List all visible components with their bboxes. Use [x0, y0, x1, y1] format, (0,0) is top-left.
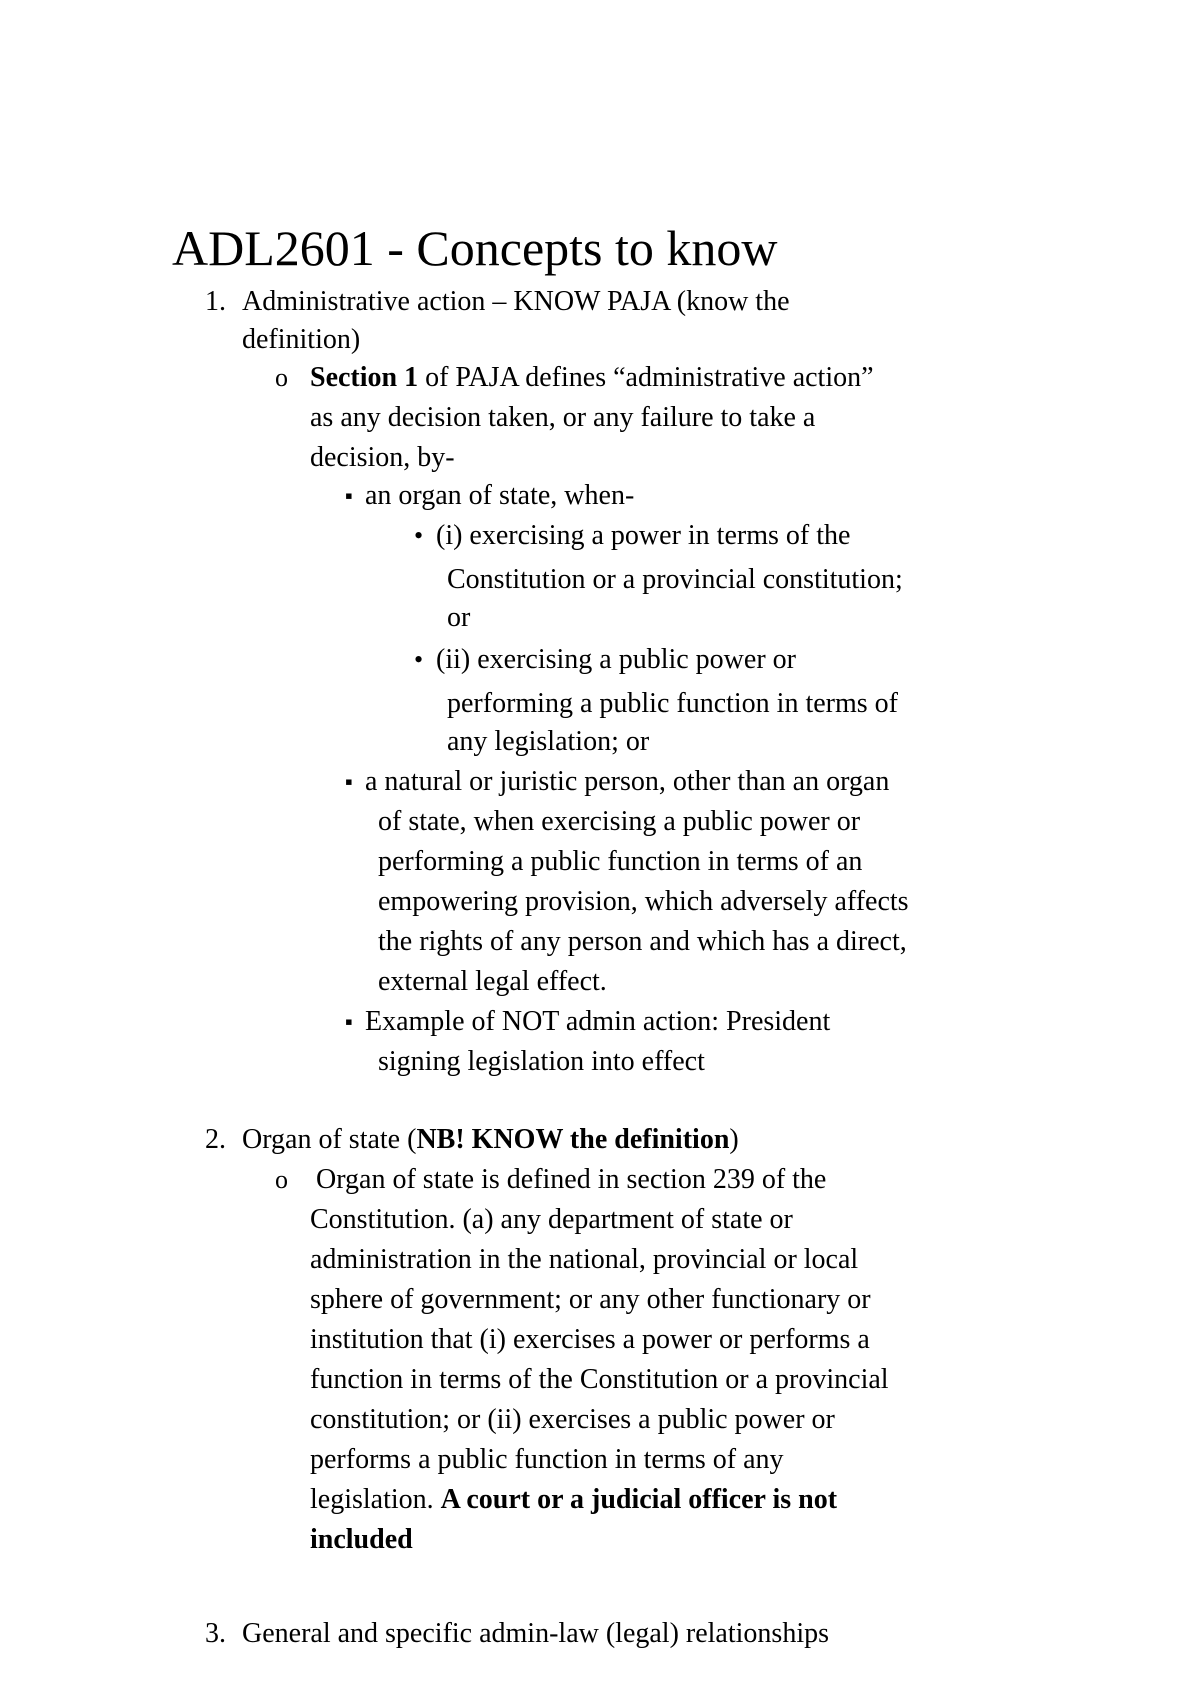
sub-point-line: included	[310, 1524, 413, 1555]
point-line: performing a public function in terms of	[447, 688, 898, 719]
sub-point-line	[310, 360, 874, 396]
point-line: (i) exercising a power in terms of the	[436, 520, 851, 551]
bold-lead: Section 1	[310, 362, 419, 393]
bullet-line: performing a public function in terms of an	[378, 846, 863, 877]
item-heading-line: General and specific admin-law (legal) relationships	[242, 1618, 829, 1649]
dot-bullet-icon: •	[414, 521, 424, 550]
bullet-line: of state, when exercising a public power or	[378, 806, 861, 837]
dot-bullet-icon: •	[414, 645, 424, 674]
sub-point-line: performs a public function in terms of any	[310, 1444, 784, 1475]
sub-point-line: as any decision taken, or any failure to take a	[310, 402, 816, 433]
sub-point-line: constitution; or (ii) exercises a public power or	[310, 1404, 835, 1435]
sub-point-line: decision, by-	[310, 442, 455, 473]
item-heading-line: Administrative action – KNOW PAJA (know the	[242, 286, 790, 317]
sub-point-line: sphere of government; or any other functionary or	[310, 1284, 871, 1315]
bullet-line: empowering provision, which adversely affects	[378, 886, 909, 917]
circle-bullet-icon: o	[275, 363, 288, 392]
bullet-line: signing legislation into effect	[378, 1046, 705, 1077]
sub-point-line	[310, 1482, 837, 1518]
bullet-line: a natural or juristic person, other than an organ	[365, 766, 890, 797]
sub-point-line: function in terms of the Constitution or a provincial	[310, 1364, 889, 1395]
point-line: (ii) exercising a public power or	[436, 644, 796, 675]
bullet-line: Example of NOT admin action: President	[365, 1006, 831, 1037]
item-heading-line: definition)	[242, 324, 361, 355]
square-bullet-icon: ▪	[345, 769, 353, 794]
bullet-line: external legal effect.	[378, 966, 607, 997]
bullet-line: the rights of any person and which has a direct,	[378, 926, 907, 957]
text-fragment: )	[729, 1124, 739, 1155]
item-number: 1.	[205, 286, 226, 317]
item-heading-line	[242, 1122, 739, 1158]
sub-point-line: Organ of state is defined in section 239 of the	[316, 1164, 827, 1195]
point-line: any legislation; or	[447, 726, 650, 757]
circle-bullet-icon: o	[275, 1165, 288, 1194]
page-title: ADL2601 - Concepts to know	[172, 220, 778, 276]
point-line: Constitution or a provincial constitution;	[447, 564, 903, 595]
square-bullet-icon: ▪	[345, 1009, 353, 1034]
sub-point-line: administration in the national, provincial or local	[310, 1244, 859, 1275]
item-number: 2.	[205, 1124, 226, 1155]
text-fragment: Organ of state (	[242, 1124, 417, 1155]
item-number: 3.	[205, 1618, 226, 1649]
bullet-line: an organ of state, when-	[365, 480, 635, 511]
sub-point-line: Constitution. (a) any department of state or	[310, 1204, 793, 1235]
text-fragment: of PAJA defines “administrative action”	[418, 362, 874, 393]
sub-point-line: institution that (i) exercises a power or performs a	[310, 1324, 870, 1355]
bold-text: A court or a judicial officer is not	[440, 1484, 838, 1515]
square-bullet-icon: ▪	[345, 483, 353, 508]
point-line: or	[447, 602, 471, 633]
text-fragment: legislation.	[310, 1484, 441, 1515]
bold-text: NB! KNOW the definition	[416, 1124, 730, 1155]
